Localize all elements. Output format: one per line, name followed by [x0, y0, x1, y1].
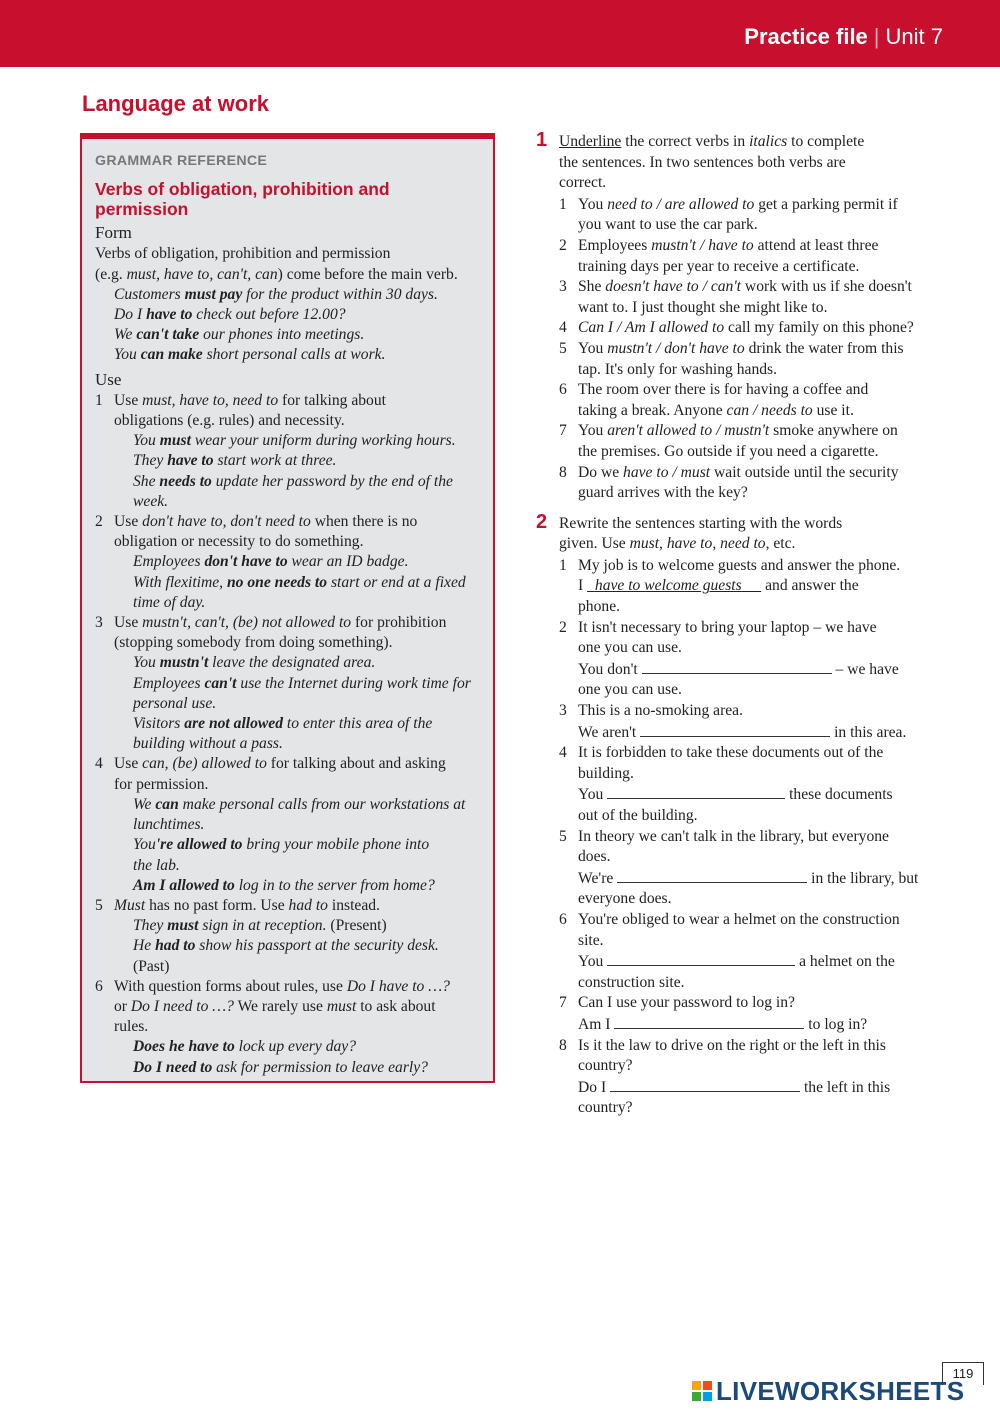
exercise-1 — [536, 129, 948, 504]
exercise-2-item-7: 7 Can I use your password to log in? Am I to log in? — [559, 994, 868, 1033]
exercise-2-number: 2 — [536, 510, 548, 533]
verb-choice[interactable]: mustn't / don't have to — [607, 339, 745, 357]
use-1-example-2: They have to start work at three. — [133, 452, 337, 470]
exercise-1-item-2: 2 Employees mustn't / have to attend at least three training days per year to receive a certificate. — [559, 236, 879, 275]
exercise-2-item-6: 6 You're obliged to wear a helmet on the construction site. You a helmet on the construction site. — [559, 910, 900, 991]
answer-example: have to welcome guests — [594, 577, 742, 595]
form-example-2: Do I have to check out before 12.00? — [114, 306, 346, 324]
exercise-1-item-4: 4 Can I / Am I allowed to call my family on this phone? — [559, 319, 914, 337]
use-3-example-1: You mustn't leave the designated area. — [133, 654, 376, 672]
use-4-example-2: You're allowed to bring your mobile phone into — [133, 836, 430, 854]
use-item-6: 6 With question forms about rules, use Do I have to …? or Do I need to …? We rarely use must to ask about rules. Does he have to lock up every day? Do I need to ask for permission to leave early? — [95, 977, 483, 1078]
verb-choice[interactable]: Can I / Am I allowed to — [578, 319, 725, 337]
use-item-4: 4 Use can, (be) allowed to for talking about and asking for permission. We can make personal calls from our workstations at lunchtimes. You're allowed to bring your mobile phone into the lab. Am I allowed to log in to the server from home? — [95, 754, 483, 895]
exercise-2-item-4: 4 It is forbidden to take these documents out of the building. You these documents out of the building. — [559, 744, 893, 824]
use-5-example-1: They must sign in at reception. (Present) — [133, 917, 387, 935]
use-1-example-3: She needs to update her password by the end of the — [133, 472, 453, 490]
exercise-1-item-7: 7 You aren't allowed to / mustn't smoke anywhere on the premises. Go outside if you need a cigarette. — [559, 422, 898, 460]
verb-choice[interactable]: can / needs to — [726, 401, 813, 419]
form-text-2: (e.g. must, have to, can't, can) come before the main verb. — [95, 265, 458, 283]
use-3-example-2: Employees can't use the Internet during work time for — [133, 674, 471, 692]
exercises-column — [536, 129, 948, 1119]
logo-squares-icon — [692, 1381, 712, 1401]
use-3-example-3: Visitors are not allowed to enter this area of the — [133, 715, 433, 733]
answer-blank-4[interactable] — [607, 784, 785, 799]
exercise-2-item-2: 2 It isn't necessary to bring your laptop – we have one you can use. You don't – we have one you can use. — [559, 618, 899, 699]
use-2-example-2: With flexitime, no one needs to start or end at a fixed — [133, 573, 466, 591]
use-title: Use — [95, 369, 122, 389]
verb-choice[interactable]: need to / are allowed to — [607, 195, 755, 213]
unit-label: Unit 7 — [885, 24, 943, 49]
verb-choice[interactable]: mustn't / have to — [651, 236, 754, 254]
use-4-example-1: We can make personal calls from our workstations at — [133, 795, 466, 813]
use-item-3: 3 Use mustn't, can't, (be) not allowed to for prohibition (stopping somebody from doing something). You mustn't leave the designated area. Employees can't use the Internet during work time for personal use. Visitors are not allowed to enter this area of the building without a pass. — [95, 613, 483, 754]
exercise-2-item-5: 5 In theory we can't talk in the library, but everyone does. We're in the library, but everyone does. — [559, 827, 919, 908]
use-2-example-1: Employees don't have to wear an ID badge. — [133, 553, 409, 571]
use-item-1: 1 Use must, have to, need to for talking about obligations (e.g. rules) and necessity. You must wear your uniform during working hours. They have to start work at three. She needs to update her password by the end of the week. — [95, 391, 483, 512]
use-6-example-2: Do I need to ask for permission to leave early? — [133, 1058, 428, 1076]
use-6-example-1: Does he have to lock up every day? — [133, 1038, 357, 1056]
exercise-1-item-8: 8 Do we have to / must wait outside until the security guard arrives with the key? — [559, 463, 899, 502]
exercise-2-item-1: 1 My job is to welcome guests and answer the phone. I have to welcome guests and answer the phone. — [559, 556, 901, 616]
verb-choice[interactable]: doesn't have to / can't — [605, 278, 742, 296]
liveworksheets-logo — [692, 1375, 965, 1406]
form-text: Verbs of obligation, prohibition and permission — [95, 245, 391, 263]
answer-blank-5[interactable] — [617, 868, 807, 883]
exercise-1-item-1: 1 You need to / are allowed to get a parking permit if you want to use the car park. — [559, 195, 898, 234]
exercise-1-item-6: 6 The room over there is for having a coffee and taking a break. Anyone can / needs to use it. — [559, 381, 869, 419]
answer-blank-3[interactable] — [640, 722, 830, 737]
exercise-1-number: 1 — [536, 129, 548, 151]
logo-text: LIVEWORKSHEETS — [716, 1375, 965, 1406]
exercise-1-item-3: 3 She doesn't have to / can't work with us if she doesn't want to. I just thought she might like to. — [559, 278, 912, 316]
header-title — [744, 24, 943, 50]
exercise-1-instructions: Underline the correct verbs in italics to complete the sentences. In two sentences both verbs are correct. — [559, 133, 865, 192]
exercise-2-item-8: 8 Is it the law to drive on the right or the left in this country? Do I the left in this country? — [559, 1036, 891, 1117]
grammar-reference-box — [80, 133, 495, 1083]
use-4-example-3: Am I allowed to log in to the server from home? — [133, 876, 435, 894]
form-example-1: Customers must pay for the product within 30 days. — [114, 285, 438, 303]
section-title: Language at work — [82, 91, 270, 116]
form-title: Form — [95, 223, 132, 243]
exercise-2 — [536, 510, 948, 1119]
exercise-2-item-3: 3 This is a no-smoking area. We aren't in this area. — [559, 702, 907, 741]
form-example-3: We can't take our phones into meetings. — [114, 326, 365, 344]
answer-blank-8[interactable] — [610, 1077, 800, 1092]
header-bar — [0, 0, 1000, 67]
use-item-2: 2 Use don't have to, don't need to when there is no obligation or necessity to do something. Employees don't have to wear an ID badge. With flexitime, no one needs to start or end at a fixed time of day. — [95, 512, 483, 613]
header-separator: | — [873, 24, 880, 49]
answer-blank-7[interactable] — [614, 1014, 804, 1029]
form-example-4: You can make short personal calls at work. — [114, 346, 386, 364]
verb-choice[interactable]: have to / must — [623, 463, 711, 481]
verb-choice[interactable]: aren't allowed to / mustn't — [607, 422, 770, 440]
page-number: 119 — [942, 1362, 984, 1385]
use-1-example-1: You must wear your uniform during working hours. — [133, 432, 456, 450]
grammar-reference-label: GRAMMAR REFERENCE — [95, 153, 268, 169]
practice-file-label: Practice file — [744, 24, 868, 49]
use-item-5: 5 Must has no past form. Use had to instead. They must sign in at reception. (Present) He had to show his passport at the security desk. (Past) — [95, 896, 483, 977]
answer-blank-6[interactable] — [607, 951, 795, 966]
exercise-1-item-5: 5 You mustn't / don't have to drink the water from this tap. It's only for washing hands. — [559, 339, 904, 378]
use-5-example-2: He had to show his passport at the security desk. — [133, 937, 439, 955]
exercise-2-instructions: Rewrite the sentences starting with the words given. Use must, have to, need to, etc. — [559, 514, 843, 553]
answer-blank-2[interactable] — [642, 659, 832, 674]
grammar-heading: Verbs of obligation, prohibition and permission — [95, 179, 390, 220]
